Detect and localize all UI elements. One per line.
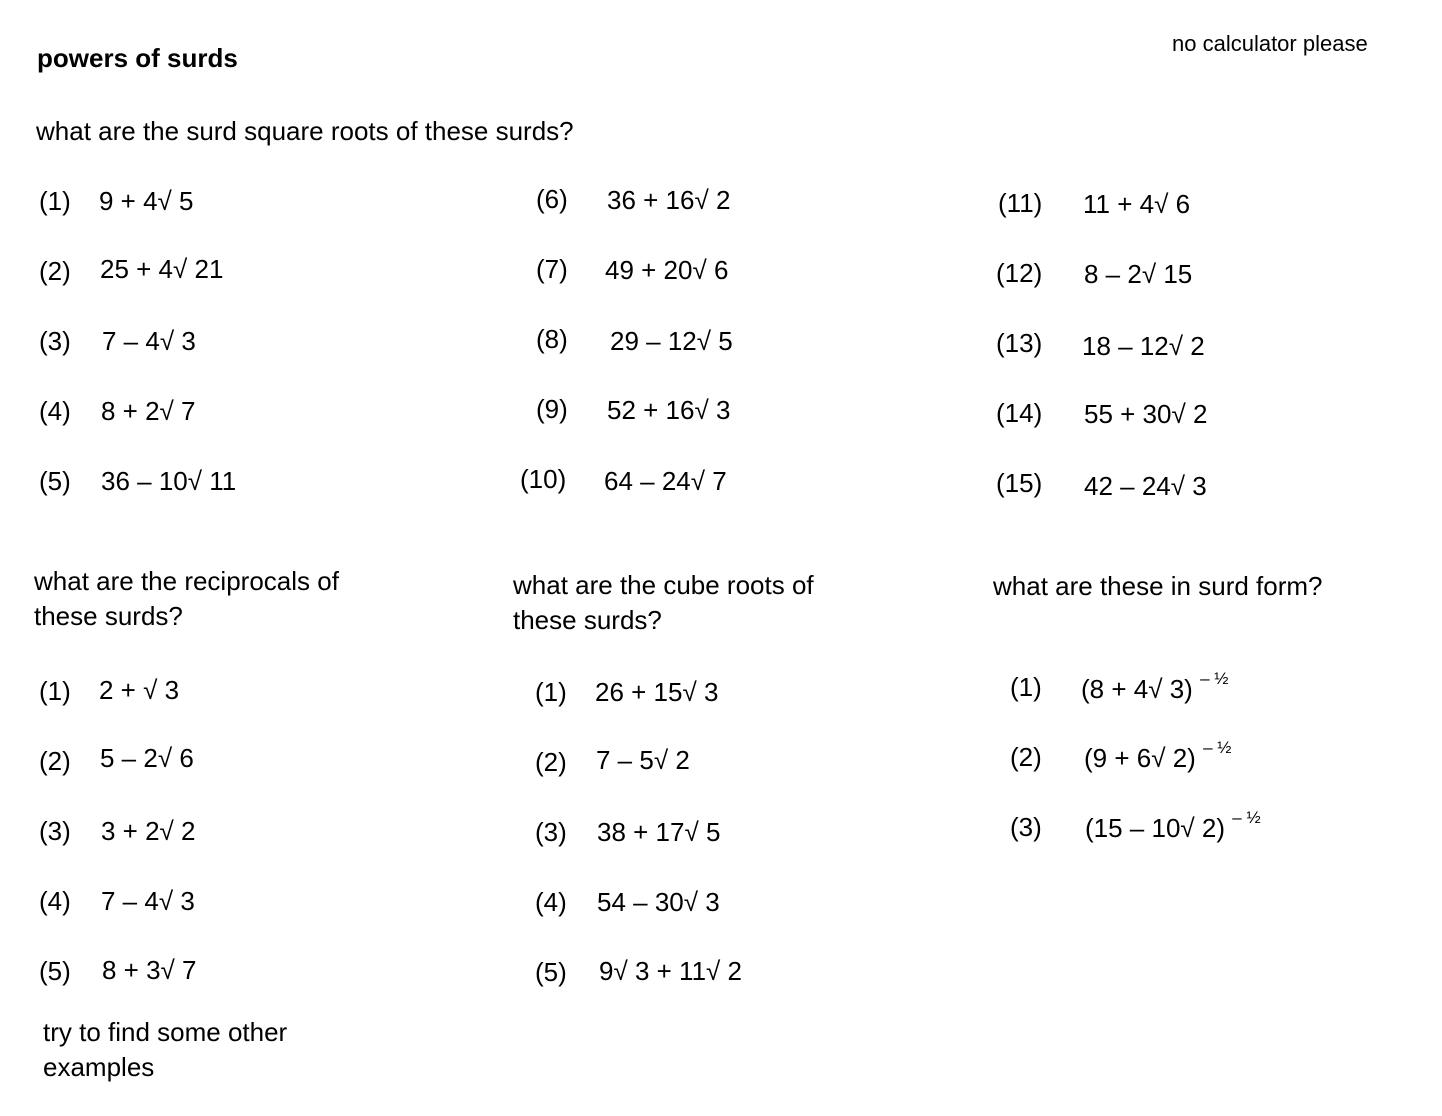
surd-expression: 52 + 16√ 3	[607, 395, 731, 425]
surd-expression: 54 – 30√ 3	[597, 887, 720, 917]
surd-expression: 5 – 2√ 6	[100, 743, 194, 773]
surd-expression: 3 + 2√ 2	[101, 816, 196, 846]
item-number: (1)	[39, 186, 71, 216]
page-title: powers of surds	[37, 43, 238, 73]
surd-expression: 7 – 5√ 2	[596, 745, 690, 775]
surd-expression: 55 + 30√ 2	[1084, 399, 1208, 429]
surd-expression: 8 – 2√ 15	[1084, 259, 1193, 289]
item-number: (4)	[39, 886, 71, 916]
item-number: (1)	[535, 677, 567, 707]
item-number: (3)	[1010, 812, 1042, 842]
item-number: (14)	[996, 398, 1043, 428]
surd-expression: 49 + 20√ 6	[605, 255, 729, 285]
surd-expression: 7 – 4√ 3	[102, 326, 196, 356]
no-calculator-note: no calculator please	[1172, 31, 1368, 56]
item-number: (12)	[996, 258, 1043, 288]
surd-expression: 42 – 24√ 3	[1084, 471, 1207, 501]
item-number: (3)	[39, 816, 71, 846]
surd-expression: 7 – 4√ 3	[101, 886, 195, 916]
surd-form-question: what are these in surd form?	[993, 571, 1323, 601]
item-number: (2)	[535, 747, 567, 777]
item-number: (2)	[39, 746, 71, 776]
item-number: (7)	[536, 254, 568, 284]
item-number: (5)	[535, 957, 567, 987]
item-number: (2)	[39, 256, 71, 286]
surd-expression: 38 + 17√ 5	[597, 817, 721, 847]
surd-expression: 11 + 4√ 6	[1083, 189, 1191, 219]
item-number: (15)	[996, 468, 1043, 498]
item-number: (5)	[39, 466, 71, 496]
surd-base: (9 + 6√ 2)	[1084, 743, 1196, 773]
item-number: (6)	[536, 184, 568, 214]
item-number: (8)	[536, 324, 568, 354]
surd-expression: 26 + 15√ 3	[595, 677, 719, 707]
item-number: (13)	[996, 328, 1043, 358]
item-number: (5)	[39, 956, 71, 986]
surd-expression: 64 – 24√ 7	[604, 466, 727, 496]
item-number: (1)	[1010, 672, 1042, 702]
surd-expression: 36 – 10√ 11	[101, 466, 237, 496]
surd-expression	[1085, 808, 1261, 843]
reciprocals-question: what are the reciprocals of these surds?	[34, 566, 339, 631]
surd-expression: 9 + 4√ 5	[99, 186, 194, 216]
item-number: (3)	[39, 326, 71, 356]
item-number: (1)	[39, 676, 71, 706]
item-number: (9)	[536, 394, 568, 424]
surd-base: (8 + 4√ 3)	[1081, 674, 1193, 704]
power-exponent: – ½	[1232, 808, 1261, 827]
item-number: (3)	[535, 817, 567, 847]
try-other-examples: try to find some other examples	[43, 1017, 288, 1082]
cube-roots-question: what are the cube roots of these surds?	[513, 570, 814, 635]
surd-expression: 8 + 3√ 7	[102, 955, 197, 985]
surd-expression: 36 + 16√ 2	[607, 185, 731, 215]
item-number: (10)	[520, 464, 567, 494]
surd-base: (15 – 10√ 2)	[1085, 813, 1226, 843]
surd-expression: 9√ 3 + 11√ 2	[599, 956, 742, 986]
power-exponent: – ½	[1203, 738, 1232, 757]
power-exponent: – ½	[1200, 669, 1229, 688]
item-number: (4)	[39, 396, 71, 426]
surd-expression: 29 – 12√ 5	[610, 326, 733, 356]
item-number: (11)	[998, 188, 1043, 218]
surd-expression: 18 – 12√ 2	[1082, 331, 1205, 361]
item-number: (4)	[535, 887, 567, 917]
surd-expression: 2 + √ 3	[99, 675, 180, 705]
square-roots-question: what are the surd square roots of these surds?	[36, 116, 574, 146]
item-number: (2)	[1010, 742, 1042, 772]
surd-expression	[1084, 738, 1232, 773]
surd-expression: 8 + 2√ 7	[101, 396, 196, 426]
surd-expression: 25 + 4√ 21	[100, 254, 224, 284]
surd-expression	[1081, 669, 1229, 704]
